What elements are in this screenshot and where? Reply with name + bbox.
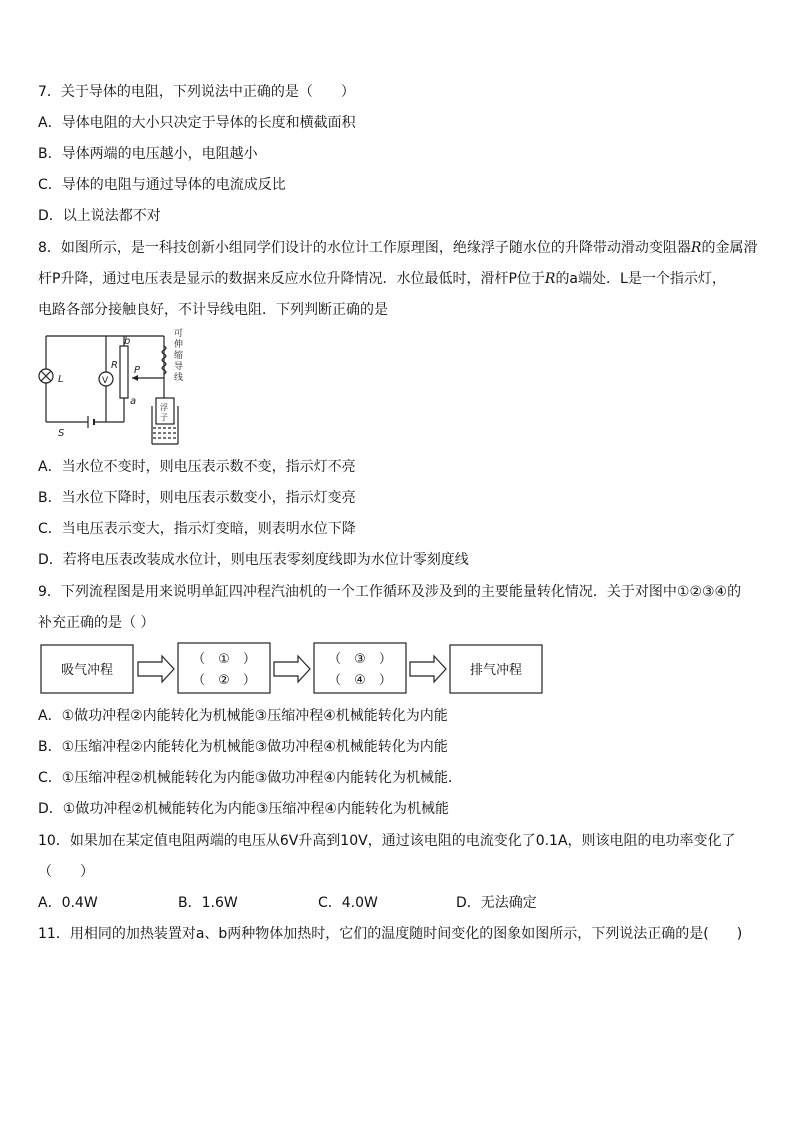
resistor-label: R xyxy=(111,360,118,371)
wire-label-1: 可 xyxy=(174,329,184,339)
q7-option-a: A．导体电阻的大小只决定于导体的长度和横截面积 xyxy=(38,115,356,131)
q7-option-b: B．导体两端的电压越小，电阻越小 xyxy=(38,146,258,162)
q10-stem: 10．如果加在某定值电阻两端的电压从6V升高到10V，通过该电阻的电流变化了0.1A，则该电阻的电功率变化了 xyxy=(38,833,736,849)
flow-box3-top: （ ③ ） xyxy=(328,652,392,667)
flow-box3-bottom: （ ④ ） xyxy=(328,673,392,688)
q10-option-c: C．4.0W xyxy=(318,895,378,911)
q8-stem-line3: 电路各部分接触良好，不计导线电阻．下列判断正确的是 xyxy=(38,302,388,318)
voltmeter-label: V xyxy=(102,376,109,386)
wire-label-4: 导 xyxy=(174,362,184,372)
q9-option-a: A．①做功冲程②内能转化为机械能③压缩冲程④机械能转化为内能 xyxy=(38,708,448,724)
q8-option-b: B．当水位下降时，则电压表示数变小，指示灯变亮 xyxy=(38,490,356,506)
q10-paren: （ ） xyxy=(38,864,94,880)
q8-stem-line1: 8．如图所示，是一科技创新小组同学们设计的水位计工作原理图，绝缘浮子随水位的升降带动滑动变阻器R的金属滑 xyxy=(38,240,758,256)
end-b-label: b xyxy=(124,336,131,347)
q8-option-a: A．当水位不变时，则电压表示数不变，指示灯不亮 xyxy=(38,459,356,475)
switch-label: S xyxy=(58,428,65,439)
q9-stem-line2: 补充正确的是（ ） xyxy=(38,615,155,631)
q9-flowchart xyxy=(38,640,548,698)
q9-option-d: D．①做功冲程②机械能转化为内能③压缩冲程④内能转化为机械能 xyxy=(38,801,449,817)
q8-option-c: C．当电压表示变大，指示灯变暗，则表明水位下降 xyxy=(38,521,356,537)
end-a-label: a xyxy=(130,396,137,407)
lamp-label: L xyxy=(58,374,64,385)
slider-label: P xyxy=(134,365,141,376)
flow-box2-bottom: （ ② ） xyxy=(192,673,256,688)
float-label-2: 子 xyxy=(160,413,168,422)
wire-label-2: 伸 xyxy=(174,340,184,350)
wire-label-5: 线 xyxy=(174,373,184,383)
q9-stem-line1: 9．下列流程图是用来说明单缸四冲程汽油机的一个工作循环及涉及到的主要能量转化情况．关于对图中①②③④的 xyxy=(38,584,742,600)
q8-option-d: D．若将电压表改装成水位计，则电压表零刻度线即为水位计零刻度线 xyxy=(38,552,469,568)
q7-option-c: C．导体的电阻与通过导体的电流成反比 xyxy=(38,177,286,193)
q9-option-c: C．①压缩冲程②机械能转化为内能③做功冲程④内能转化为机械能． xyxy=(38,770,462,786)
q8-stem-line2: 杆P升降，通过电压表是显示的数据来反应水位升降情况．水位最低时，滑杆P位于R的a端处．L是一个指示灯， xyxy=(38,271,726,287)
q8-circuit-figure xyxy=(36,326,196,446)
q7-stem: 7．关于导体的电阻，下列说法中正确的是（ ） xyxy=(38,84,355,100)
q10-option-b: B．1.6W xyxy=(178,895,238,911)
wire-label-3: 缩 xyxy=(174,351,184,361)
q7-option-d: D．以上说法都不对 xyxy=(38,208,161,224)
flow-box-intake: 吸气冲程 xyxy=(60,663,114,678)
q10-option-d: D．无法确定 xyxy=(456,895,537,911)
q11-stem: 11．用相同的加热装置对a、b两种物体加热时，它们的温度随时间变化的图象如图所示，下列说法正确的是( ) xyxy=(38,926,743,942)
q9-option-b: B．①压缩冲程②内能转化为机械能③做功冲程④机械能转化为内能 xyxy=(38,739,448,755)
flow-box-exhaust: 排气冲程 xyxy=(469,663,523,678)
q10-options xyxy=(38,893,537,913)
q10-option-a: A．0.4W xyxy=(38,895,98,911)
flow-box2-top: （ ① ） xyxy=(192,652,256,667)
float-label-1: 浮 xyxy=(160,403,168,412)
